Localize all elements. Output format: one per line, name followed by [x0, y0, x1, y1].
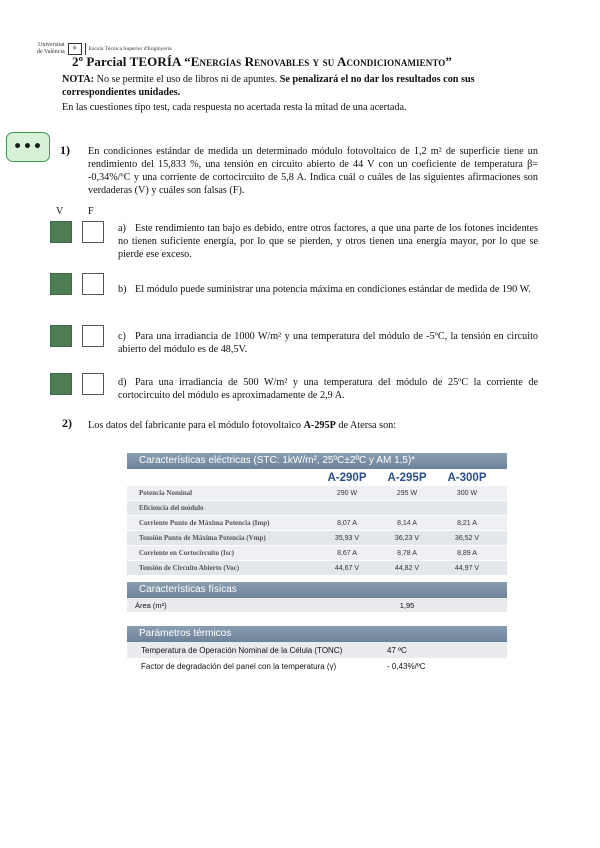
thermal-row-label: Factor de degradación del panel con la temperatura (γ) — [141, 661, 337, 671]
exam-note — [62, 74, 542, 99]
option-c-false-checkbox[interactable] — [82, 325, 104, 347]
thermal-row — [127, 642, 507, 658]
physical-rows — [127, 598, 507, 612]
option-d-label: d) — [118, 377, 127, 388]
note-label: NOTA: — [62, 74, 95, 85]
column-true-label: V — [56, 206, 64, 217]
physical-row — [127, 598, 507, 612]
model-a300p: A-300P — [447, 471, 487, 484]
university-seal-icon: ⚘ — [68, 43, 82, 55]
option-b-false-checkbox[interactable] — [82, 273, 104, 295]
spec-row-value: 8,89 A — [457, 549, 477, 557]
column-false-label: F — [88, 206, 94, 217]
spec-row-value: 295 W — [396, 489, 418, 497]
spec-row — [127, 561, 507, 576]
thermal-rows — [127, 642, 507, 674]
physical-row-value: 1,95 — [399, 600, 415, 610]
title-main: “Energías Renovables y su Acondicionamiento” — [184, 54, 452, 69]
option-c-text: Para una irradiancia de 1000 W/m² y una temperatura del módulo de -5ºC, la tensión en circuito abierto del módulo es de 48,5V. — [118, 331, 538, 355]
option-d-false-checkbox[interactable] — [82, 373, 104, 395]
spec-row-label: Tensión de Circuito Abierto (Voc) — [139, 564, 240, 572]
spec-row-value: 44,82 V — [394, 564, 420, 572]
university-name-line2: de València — [37, 48, 65, 55]
note-penalty: Se penalizará el no dar los resultados con sus correspondientes unidades. — [62, 74, 475, 98]
test-instructions: En las cuestiones tipo test, cada respuesta no acertada resta la mitad de una acertada. — [62, 102, 407, 113]
spec-row — [127, 486, 507, 501]
spec-row-value: 8,78 A — [397, 549, 417, 557]
thermal-header: Parámetros térmicos — [127, 626, 507, 642]
model-header-row — [127, 469, 507, 486]
datasheet-table — [127, 453, 507, 674]
spec-row-label: Eficiencia del módulo — [139, 504, 204, 512]
spec-row-label: Corriente Punto de Máxima Potencia (Imp) — [139, 519, 270, 527]
option-b-label: b) — [118, 284, 127, 295]
option-b-true-checkbox[interactable] — [50, 273, 72, 295]
spec-row-value: 36,52 V — [454, 534, 480, 542]
spec-row-label: Potencia Nominal — [139, 489, 193, 497]
option-a — [118, 222, 538, 261]
spec-row-value: 44,67 V — [334, 564, 360, 572]
title-prefix: 2º Parcial TEORÍA — [72, 54, 185, 69]
question-1-text: En condiciones estándar de medida un determinado módulo fotovoltaico de 1,2 m² de superficie tiene un rendimiento del 15,833 %, una tensión en circuito abierto de 44 V con un coeficiente de temperatura β= -0,34%/ºC y una corriente de cortocircuito de 5,8 A. Indica cuál o cuáles de las siguientes afirmaciones son verdaderas (V) y cuáles son falsas (F). — [88, 146, 538, 196]
spec-row-label: Corriente en Cortocircuito (Isc) — [139, 549, 234, 557]
spec-row — [127, 516, 507, 531]
question-2-number: 2) — [62, 416, 72, 430]
spec-row-value: 300 W — [456, 489, 478, 497]
spec-row-label: Tensión Punto de Máxima Potencia (Vmp) — [139, 534, 266, 542]
model-a295p: A-295P — [387, 471, 427, 484]
option-d-true-checkbox[interactable] — [50, 373, 72, 395]
spec-row-value: 290 W — [336, 489, 358, 497]
logo-divider — [85, 43, 86, 55]
note-text: No se permite el uso de libros ni de apuntes. — [94, 74, 280, 85]
option-c-true-checkbox[interactable] — [50, 325, 72, 347]
spec-row-value: 8,07 A — [337, 519, 357, 527]
spec-row — [127, 501, 507, 516]
spec-row-value: 35,93 V — [334, 534, 360, 542]
thermal-row-value: 47 ºC — [387, 645, 407, 655]
option-a-label: a) — [118, 223, 126, 234]
option-a-true-checkbox[interactable] — [50, 221, 72, 243]
spec-row-value: 8,21 A — [457, 519, 477, 527]
option-a-text: Este rendimiento tan bajo es debido, entre otros factores, a que una parte de los fotones incidentes no tienen suficiente energía, por lo que se pierden, y otros tienen una energía mayor, por lo que se pierde ese exceso. — [118, 223, 538, 260]
spec-row-value: 36,23 V — [394, 534, 420, 542]
school-name: Escola Tècnica Superior d'Enginyeria — [88, 45, 172, 52]
spec-row-value: 8,67 A — [337, 549, 357, 557]
comment-badge-icon[interactable]: ••• — [6, 132, 50, 162]
spec-row-value: 44,97 V — [454, 564, 480, 572]
option-d-text: Para una irradiancia de 500 W/m² y una temperatura del módulo de 25ºC la corriente de cortocircuito del módulo es aproximadamente de 2,9 A. — [118, 377, 538, 401]
question-1-number: 1) — [60, 143, 70, 157]
question-2-text-after: de Atersa son: — [335, 420, 397, 431]
thermal-row-value: - 0,43%/ºC — [387, 661, 426, 671]
exam-title — [72, 54, 452, 70]
electrical-rows — [127, 486, 507, 576]
university-name-line1: Universitat — [38, 42, 65, 48]
model-a290p: A-290P — [327, 471, 367, 484]
option-c-label: c) — [118, 331, 126, 342]
electrical-header: Características eléctricas (STC: 1kW/m², 25ºC±2ºC y AM 1,5)* — [127, 453, 507, 469]
spec-row — [127, 531, 507, 546]
thermal-row-label: Temperatura de Operación Nominal de la Célula (TONC) — [141, 645, 343, 655]
question-2-text — [88, 419, 508, 432]
question-2-model: A-295P — [303, 420, 336, 431]
thermal-row — [127, 658, 507, 674]
university-name — [37, 42, 65, 55]
option-b-text: El módulo puede suministrar una potencia máxima en condiciones estándar de medida de 190 W. — [135, 284, 531, 295]
option-b — [118, 283, 538, 296]
physical-header: Características físicas — [127, 582, 507, 598]
question-2-text-before: Los datos del fabricante para el módulo fotovoltaico — [88, 420, 304, 431]
physical-row-label: Área (m²) — [135, 600, 167, 610]
option-d — [118, 376, 538, 402]
option-c — [118, 330, 538, 356]
option-a-false-checkbox[interactable] — [82, 221, 104, 243]
spec-row — [127, 546, 507, 561]
spec-row-value: 8,14 A — [397, 519, 417, 527]
